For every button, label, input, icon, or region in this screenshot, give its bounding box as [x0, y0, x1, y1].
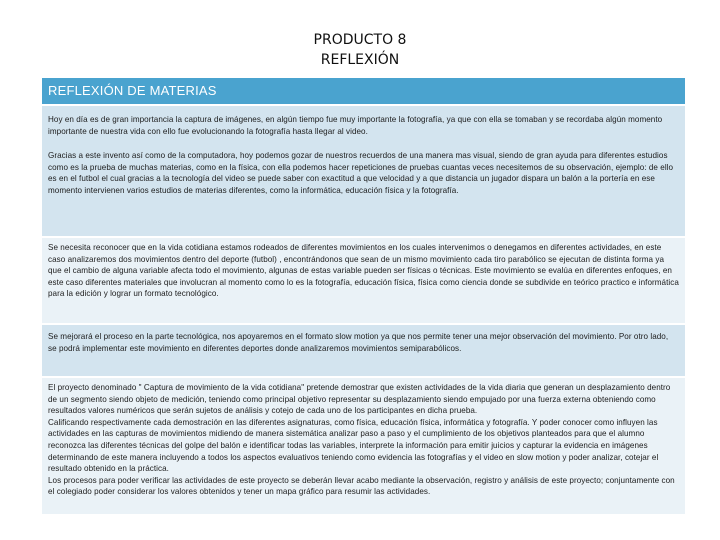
table-cell-project — [42, 378, 685, 516]
table-cell-improvement — [42, 325, 685, 378]
table-header-label: REFLEXIÓN DE MATERIAS — [48, 83, 217, 98]
table-header — [42, 78, 685, 106]
product-label: PRODUCTO 8 — [313, 32, 407, 48]
document-title — [0, 30, 720, 70]
table-cell-intro — [42, 106, 685, 238]
reflection-label: REFLEXIÓN — [320, 52, 400, 68]
reflection-table — [42, 78, 685, 516]
cell-paragraph: Se mejorará el proceso en la parte tecnológica, nos apoyaremos en el formato slow motion ya que nos permite tener una mejor observación del movimiento. Por otro lado, se podrá implementar este movimiento en diferentes deportes donde analizaremos movimientos semiparabólicos. — [48, 332, 669, 353]
cell-paragraph: Gracias a este invento así como de la computadora, hoy podemos gozar de nuestros recuerdos de una manera mas visual, siendo de gran ayuda para diferentes estudios como es la prueba de muchas materias, como en la física, con ella podemos hacer repeticiones de pruebas cuantas veces necesitemos de su observación, ejemplo: de ello es en el futbol el cual gracias a la tecnología del video se puede saber con exactitud a que velocidad y a que distancia un jugador dispara un balón a la portería en ese momento intervienen varios estudios de materias diferentes, como la informática, educación física y la fotografía. — [48, 151, 674, 195]
table-cell-movement — [42, 238, 685, 325]
cell-paragraph: El proyecto denominado " Captura de movimiento de la vida cotidiana" pretende demostrar que existen actividades de la vida diaria que generan un desplazamiento dentro de un segmento siendo objeto de medición, teniendo como principal objetivo representar su desplazamiento siendo empujado por una fuerza externa obteniendo como resultados valores numéricos que serán sujetos de análisis y cotejo de cada uno de los participantes en dicha prueba. — [48, 383, 671, 416]
cell-paragraph: Los procesos para poder verificar las actividades de este proyecto se deberán llevar acabo mediante la observación, registro y análisis de este proyecto; conjuntamente con el colegiado poder considerar los valores obtenidos y tener un mapa gráfico para resumir las actividades. — [48, 475, 675, 497]
cell-paragraph: Se necesita reconocer que en la vida cotidiana estamos rodeados de diferentes movimientos en los cuales intervenimos o denegamos en diferentes actividades, en este caso analizaremos dos movimientos dentro del deporte (futbol) , encontrándonos que sean de un mismo movimiento cada tiro parabólico se ejecutan de distinta forma ya que el cambio de alguna variable afecta todo el movimiento, algunas de estas variable pueden ser físicas o técnicas. Este movimiento se evalúa en diferentes enfoques, en este caso diferentes materiales que involucran al momento como lo es la fotografía, educación física, física como ciencia donde se subdivide en teórico practico e informática para la edición y lograr un formato tecnológico. — [48, 243, 679, 299]
cell-paragraph: Calificando respectivamente cada demostración en las diferentes asignaturas, como física, educación física, informática y fotografía. Y poder conocer como influyen las actividades en las capturas de movimientos midiendo de manera sistemática analizar paso a paso y el cumplimiento de los objetivos planteados para que el alumno reconozca las diferentes técnicas del golpe del balón e identificar todas las variables, interprete la información para emitir juicios y capturar la evidencia en imágenes determinando de este manera incluyendo a todos los aspectos evaluativos teniendo como evidencia las fotografías y el video en slow motion y poder analizar, cotejar el resultado obtenido en la práctica. — [48, 417, 659, 474]
cell-paragraph: Hoy en día es de gran importancia la captura de imágenes, en algún tiempo fue muy importante la fotografía, ya que con ella se tomaban y se recordaba algún momento importante de nuestra vida con ello fue evolucionando la fotografía hasta llegar al video. — [48, 115, 663, 136]
